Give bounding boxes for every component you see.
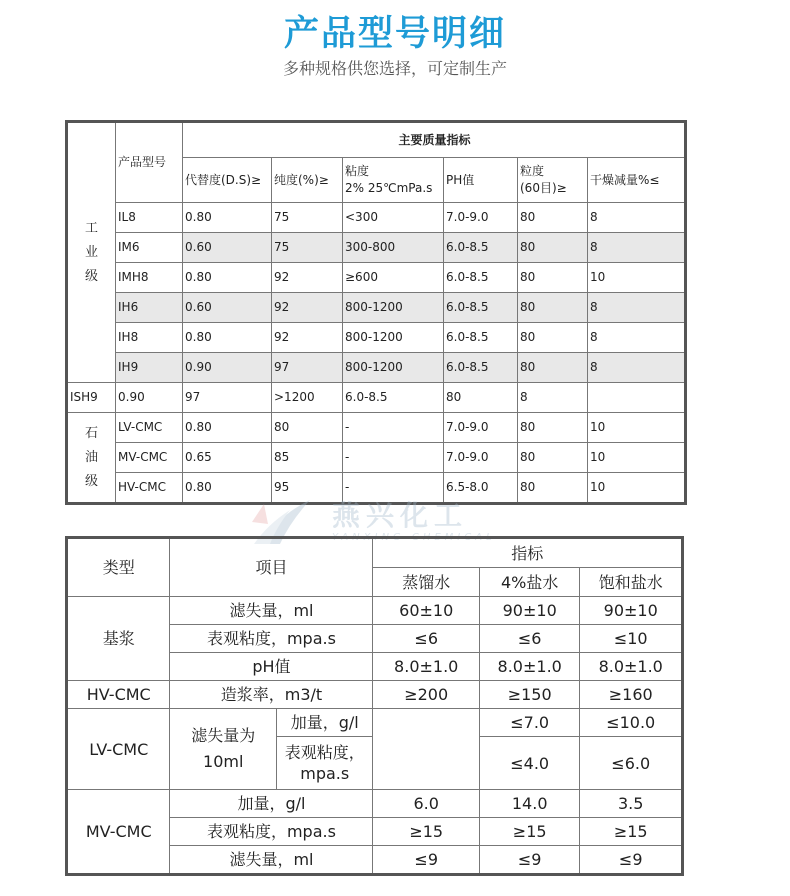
table-cell: 80 [518,293,588,323]
table-cell: LV-CMC [116,413,183,443]
table-cell: 14.0 [479,790,579,818]
table-cell: 6.0-8.5 [444,233,518,263]
table-cell: 0.60 [183,233,272,263]
table-cell: 表观粘度， mpa.s [276,737,372,790]
table-cell: 10 [588,443,686,473]
table-cell: pH值 [170,653,373,681]
col-loss: 干燥减量%≤ [588,158,686,203]
table-cell: IL8 [116,203,183,233]
industrial-grade-label: 工业级 [67,122,116,383]
main-quality-header: 主要质量指标 [183,122,686,158]
table-cell: 92 [272,323,343,353]
table-cell: 滤失量，ml [170,846,373,875]
watermark-english: YANXING CHEMICAL [332,532,496,543]
table-cell: 0.80 [183,413,272,443]
table-cell: ≥15 [580,818,683,846]
table-cell: 75 [272,203,343,233]
table-cell: 80 [518,323,588,353]
table-row [67,383,686,413]
table-cell: 6.0-8.5 [343,383,444,413]
table-cell: - [343,473,444,504]
table-cell: 75 [272,233,343,263]
table-cell: 8 [588,203,686,233]
table-cell: IH9 [116,353,183,383]
lv-sub-label: 滤失量为 10ml [170,709,277,790]
col-purity: 纯度(%)≥ [272,158,343,203]
table-cell: 8 [588,353,686,383]
table-row [67,681,683,709]
table-cell: 800-1200 [343,353,444,383]
table-cell: 80 [518,413,588,443]
table-cell: 造浆率，m3/t [170,681,373,709]
table-cell: ≥600 [343,263,444,293]
table-cell: 80 [518,233,588,263]
table-cell: ≤9 [479,846,579,875]
header-item: 项目 [170,538,373,597]
table-cell: 3.5 [580,790,683,818]
table-cell: 滤失量，ml [170,597,373,625]
table-cell: ≤9 [580,846,683,875]
table-cell: 80 [272,413,343,443]
table-cell: ≤6 [373,625,480,653]
table-cell: 0.80 [183,473,272,504]
mv-cmc-label: MV-CMC [67,790,170,875]
table-cell: 97 [272,353,343,383]
table-row [67,203,686,233]
table-cell: ≤7.0 [479,709,579,737]
page-subtitle: 多种规格供您选择，可定制生产 [282,59,507,78]
page-title: 产品型号明细 [283,14,506,54]
table-cell: 80 [518,203,588,233]
table-row [67,597,683,625]
table-cell: 8.0±1.0 [479,653,579,681]
table-cell: IH8 [116,323,183,353]
table-row [67,122,686,158]
table-row [67,790,683,818]
table-cell: 80 [518,443,588,473]
table-cell: ≤10 [580,625,683,653]
table-row [67,323,686,353]
table-cell: 300-800 [343,233,444,263]
table-cell: 8.0±1.0 [373,653,480,681]
table-cell: ≥160 [580,681,683,709]
table-row [67,709,683,737]
table-row [67,538,683,568]
table-cell: 8 [588,293,686,323]
table-cell: >1200 [272,383,343,413]
table-cell: 6.0-8.5 [444,323,518,353]
table-cell: 加量，g/l [170,790,373,818]
table-cell: 90±10 [580,597,683,625]
table-cell: 0.80 [183,323,272,353]
table-cell: 0.80 [183,263,272,293]
table-cell: - [343,413,444,443]
table-row [67,473,686,504]
header-distilled-water: 蒸馏水 [373,568,480,597]
table-cell: 800-1200 [343,293,444,323]
table-cell: 表观粘度，mpa.s [170,625,373,653]
table-cell: 8.0±1.0 [580,653,683,681]
table-cell: 10 [588,413,686,443]
table-cell: <300 [343,203,444,233]
table-cell: 7.0-9.0 [444,443,518,473]
table-cell: ≤4.0 [479,737,579,790]
watermark-text: 燕兴化工 [332,499,469,532]
table-cell: 800-1200 [343,323,444,353]
table-row [67,443,686,473]
table-cell: 7.0-9.0 [444,413,518,443]
table-cell: ≥200 [373,681,480,709]
table-cell: IH6 [116,293,183,323]
table-cell: 80 [444,383,518,413]
table-cell: 8 [588,233,686,263]
table-cell: ISH9 [67,383,116,413]
table-cell: MV-CMC [116,443,183,473]
table-cell: 0.60 [183,293,272,323]
table-cell: 92 [272,263,343,293]
table-cell: 表观粘度，mpa.s [170,818,373,846]
table-cell: 80 [518,263,588,293]
table-cell: 6.0 [373,790,480,818]
table-cell: 90±10 [479,597,579,625]
table-cell: ≥15 [373,818,480,846]
table-cell [373,709,480,790]
header-4pct-brine: 4%盐水 [479,568,579,597]
table-cell: 8 [588,323,686,353]
table-cell: 80 [518,353,588,383]
table-cell: ≤10.0 [580,709,683,737]
header-saturated-brine: 饱和盐水 [580,568,683,597]
table-cell: ≤6 [479,625,579,653]
table-cell: 6.0-8.5 [444,353,518,383]
table-cell: 加量，g/l [276,709,372,737]
table-cell: - [343,443,444,473]
table-cell: 0.65 [183,443,272,473]
petroleum-grade-label: 石油级 [67,413,116,504]
table-cell: 92 [272,293,343,323]
table-cell: 0.90 [183,353,272,383]
table-cell: 10 [588,473,686,504]
table-cell: 60±10 [373,597,480,625]
table-row [67,353,686,383]
table-cell: 7.0-9.0 [444,203,518,233]
table-cell: HV-CMC [116,473,183,504]
hv-cmc-label: HV-CMC [67,681,170,709]
lv-cmc-label: LV-CMC [67,709,170,790]
table-cell: 80 [518,473,588,504]
col-particle: 粒度 (60目)≥ [518,158,588,203]
table-row [67,263,686,293]
table-row [67,233,686,263]
table-cell: 10 [588,263,686,293]
table-cell: ≥15 [479,818,579,846]
product-spec-table [65,120,687,505]
model-header: 产品型号 [116,122,183,203]
col-ds: 代替度(D.S)≥ [183,158,272,203]
col-ph: PH值 [444,158,518,203]
table-cell: ≤9 [373,846,480,875]
table-cell: IMH8 [116,263,183,293]
header-index: 指标 [373,538,683,568]
table-cell: 0.90 [116,383,183,413]
table-cell: 85 [272,443,343,473]
table-cell: 6.0-8.5 [444,263,518,293]
table-cell: 97 [183,383,272,413]
table-cell: ≤6.0 [580,737,683,790]
header-type: 类型 [67,538,170,597]
table-cell: IM6 [116,233,183,263]
col-viscosity: 粘度 2% 25℃mPa.s [343,158,444,203]
table-cell: 0.80 [183,203,272,233]
table-cell: 6.0-8.5 [444,293,518,323]
table-cell: 6.5-8.0 [444,473,518,504]
table-row [67,413,686,443]
base-mud-label: 基浆 [67,597,170,681]
table-cell: ≥150 [479,681,579,709]
mud-performance-table [65,536,684,876]
table-cell: 8 [518,383,588,413]
table-cell: 95 [272,473,343,504]
table-row [67,293,686,323]
